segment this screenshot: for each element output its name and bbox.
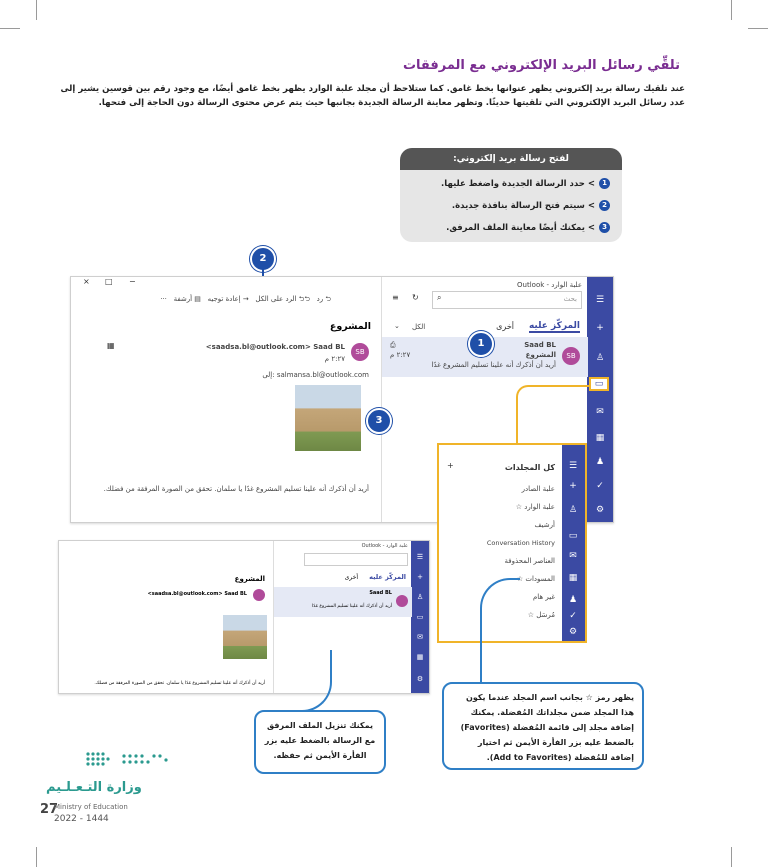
mail-icon[interactable]: ✉ xyxy=(417,633,423,641)
reading-time: ٢:٢٧ م xyxy=(324,355,345,363)
todo-icon[interactable]: ✓ xyxy=(596,481,604,491)
step-2 xyxy=(452,200,610,211)
folder-item[interactable]: مُرسَل ☆ xyxy=(527,611,555,619)
minimize-icon[interactable]: − xyxy=(129,277,136,286)
step-number: 3 xyxy=(599,222,610,233)
nav-rail xyxy=(411,541,429,693)
crop-mark xyxy=(0,28,20,29)
account-icon[interactable]: ♙ xyxy=(568,505,578,515)
search-placeholder: بحث xyxy=(563,295,577,303)
menu-icon[interactable]: ☰ xyxy=(568,461,578,471)
callout-connector xyxy=(480,578,520,684)
ministry-name-ar: وزارة التـعـلـيم xyxy=(46,780,142,795)
message-item[interactable] xyxy=(274,587,412,617)
reply-button[interactable]: ⮌ رد xyxy=(316,295,331,303)
message-preview: أريد أن أذكرك أنه علينا تسليم المشروع غدًا xyxy=(311,604,392,609)
forward-button[interactable]: → إعادة توجيه xyxy=(207,295,249,303)
folder-item[interactable]: المسودات ☆ xyxy=(516,575,555,583)
message-subject: المشروع xyxy=(525,351,556,359)
nav-rail xyxy=(587,277,613,522)
reading-pane xyxy=(59,541,273,693)
marker-3: 3 xyxy=(366,408,392,434)
favorites-callout: يظهر رمز ☆ بجانب اسم المجلد عندما يكون هذا المجلد ضمن مجلداتك المُفضلة. يمكنك إضافة مجلد إلى قائمة المُفضلة (Favorites) بالضغط عليه بزر الفأرة الأيمن ثم اختيار إضافة للمُفضلة (Add to Favorites). xyxy=(442,682,644,770)
folder-item[interactable]: العناصر المحذوفة xyxy=(504,557,555,565)
crop-mark xyxy=(731,847,732,867)
message-body: أريد أن أذكرك أنه علينا تسليم المشروع غدًا يا سلمان. تحقق من الصورة المرفقة من فضلك. xyxy=(103,485,369,493)
crop-mark xyxy=(748,28,768,29)
folder-item[interactable]: علبة الصادر xyxy=(521,485,555,493)
people-icon[interactable]: ♟ xyxy=(595,457,605,467)
avatar: SB xyxy=(562,347,580,365)
close-icon[interactable]: × xyxy=(83,277,90,286)
tab-focused[interactable]: المركّز عليه xyxy=(528,321,580,331)
chevron-down-icon[interactable]: ⌄ xyxy=(394,322,400,330)
mail-icon[interactable]: ✉ xyxy=(569,551,577,561)
window-title: علبة الوارد - Outlook xyxy=(361,543,408,549)
add-folder-icon[interactable]: + xyxy=(447,461,454,470)
marker-2: 2 xyxy=(250,246,276,272)
from-line: <saadsa.bl@outlook.com> Saad BL xyxy=(147,591,247,597)
marker-line xyxy=(262,268,264,276)
step-text: > يمكنك أيضًا معاينة الملف المرفق. xyxy=(446,223,595,233)
menu-icon[interactable]: ☰ xyxy=(416,553,424,561)
outlook-window-small xyxy=(58,540,430,694)
edition-year: 2022 - 1444 xyxy=(54,814,109,824)
to-line: إلى: salmansa.bl@outlook.com xyxy=(262,371,369,379)
intro-paragraph: عند تلقيك رسالة بريد إلكتروني يظهر عنوانها بخط غامق. كما ستلاحظ أن مجلد علبة الوارد يظهر بخط غامق أيضًا، مع وجود رقم بين قوسين يشير إلى عدد رسائل البريد الإلكتروني التي تلقيتها حديثًا. وتظهر معاينة الرسالة الجديدة بجانبها حيث يتم عرض محتوى الرسالة دون الحاجة إلى فتحها. xyxy=(60,84,685,108)
reading-subject: المشروع xyxy=(329,321,371,332)
step-number: 2 xyxy=(599,200,610,211)
search-input[interactable] xyxy=(432,291,582,309)
reading-subject: المشروع xyxy=(234,575,265,583)
attachment-image[interactable] xyxy=(223,615,267,659)
folder-item[interactable]: علبة الوارد ☆ xyxy=(515,503,555,511)
nav-rail xyxy=(562,445,585,641)
forward-label: إعادة توجيه xyxy=(207,295,241,303)
all-folders-header[interactable]: كل المجلدات xyxy=(504,463,555,472)
todo-icon[interactable]: ✓ xyxy=(569,611,577,621)
search-icon: ⌕ xyxy=(437,293,442,302)
download-callout: يمكنك تنزيل الملف المرفق مع الرسالة بالضغط عليه بزر الفأرة الأيمن ثم حفظه. xyxy=(254,710,386,774)
archive-button[interactable]: ▤ أرشفة xyxy=(173,295,201,303)
folder-icon[interactable]: ▭ xyxy=(589,377,609,391)
step-3 xyxy=(446,222,610,233)
steps-box xyxy=(400,148,622,242)
message-time: ٢:٢٧ م xyxy=(390,351,411,359)
message-preview: أريد أن أذكرك أنه علينا تسليم المشروع غدًا xyxy=(431,361,556,369)
avatar xyxy=(396,595,408,607)
step-text: > حدد الرسالة الجديدة واضغط عليها. xyxy=(441,179,595,189)
crop-mark xyxy=(731,0,732,20)
new-mail-icon[interactable]: + xyxy=(569,481,577,491)
calendar-icon[interactable]: ▦ xyxy=(107,341,115,350)
crop-mark xyxy=(36,0,37,20)
folder-item[interactable]: أرشيف xyxy=(534,521,555,529)
filter-icon[interactable]: ≡ xyxy=(392,293,399,302)
avatar xyxy=(253,589,265,601)
avatar: SB xyxy=(351,343,369,361)
highlight-connector xyxy=(516,385,590,447)
step-number: 1 xyxy=(599,178,610,189)
settings-icon[interactable]: ⚙ xyxy=(568,627,578,637)
mail-icon[interactable]: ✉ xyxy=(596,407,604,417)
reading-pane xyxy=(71,277,381,522)
calendar-icon[interactable]: ▦ xyxy=(568,573,578,583)
tab-focused[interactable]: المركّز عليه xyxy=(369,573,406,581)
menu-icon[interactable]: ☰ xyxy=(595,295,605,305)
ministry-logo-icon xyxy=(84,748,174,774)
tab-other[interactable]: أخرى xyxy=(344,574,358,581)
page-number: 27 xyxy=(40,802,59,817)
new-mail-icon[interactable]: + xyxy=(417,573,423,581)
reply-label: رد xyxy=(316,295,324,303)
calendar-icon[interactable]: ▦ xyxy=(595,433,605,443)
attachment-icon: ⎙ xyxy=(390,341,396,349)
folder-icon[interactable]: ▭ xyxy=(568,531,578,541)
callout-connector xyxy=(270,650,332,712)
folder-icon[interactable]: ▭ xyxy=(416,613,424,621)
page-title: تلقِّي رسائل البريد الإلكتروني مع المرفقات xyxy=(402,58,680,73)
step-1 xyxy=(441,178,610,189)
account-icon[interactable]: ♙ xyxy=(416,593,424,601)
step-text: > سيتم فتح الرسالة بنافذة جديدة. xyxy=(451,201,595,211)
attachment-image[interactable] xyxy=(295,385,361,451)
people-icon[interactable]: ♟ xyxy=(568,595,578,605)
sync-icon[interactable]: ↻ xyxy=(412,293,419,302)
settings-icon[interactable]: ⚙ xyxy=(416,675,424,683)
reply-all-label: الرد على الكل xyxy=(255,295,297,303)
message-body: أريد أن أذكرك أنه علينا تسليم المشروع غدًا يا سلمان. تحقق من الصورة المرفقة من فضلك. xyxy=(94,681,265,686)
crop-mark xyxy=(36,847,37,867)
search-input[interactable] xyxy=(304,553,408,566)
reply-all-button[interactable]: ⮌⮌ الرد على الكل xyxy=(255,295,310,303)
from-line: <saadsa.bl@outlook.com> Saad BL xyxy=(205,343,345,351)
ministry-name-en: Ministry of Education xyxy=(54,803,128,811)
settings-icon[interactable]: ⚙ xyxy=(595,505,605,515)
folder-item[interactable]: غير هام xyxy=(532,593,555,601)
message-sender: Saad BL xyxy=(369,590,392,596)
calendar-icon[interactable]: ▦ xyxy=(416,653,424,661)
account-icon[interactable]: ♙ xyxy=(595,353,605,363)
new-mail-icon[interactable]: + xyxy=(596,323,604,333)
message-sender: Saad BL xyxy=(524,341,556,349)
window-title: علبة الوارد - Outlook xyxy=(517,281,582,289)
maximize-icon[interactable]: □ xyxy=(105,277,113,286)
steps-heading: لفتح رسالة بريد إلكتروني: xyxy=(400,148,622,170)
reading-toolbar xyxy=(71,295,331,306)
tab-other[interactable]: أخرى xyxy=(496,322,514,331)
archive-label: أرشفة xyxy=(173,295,193,303)
filter-all[interactable]: الكل xyxy=(412,323,426,331)
marker-1: 1 xyxy=(468,331,494,357)
folder-item[interactable]: Conversation History xyxy=(486,539,555,547)
more-button[interactable]: ··· xyxy=(160,295,167,303)
